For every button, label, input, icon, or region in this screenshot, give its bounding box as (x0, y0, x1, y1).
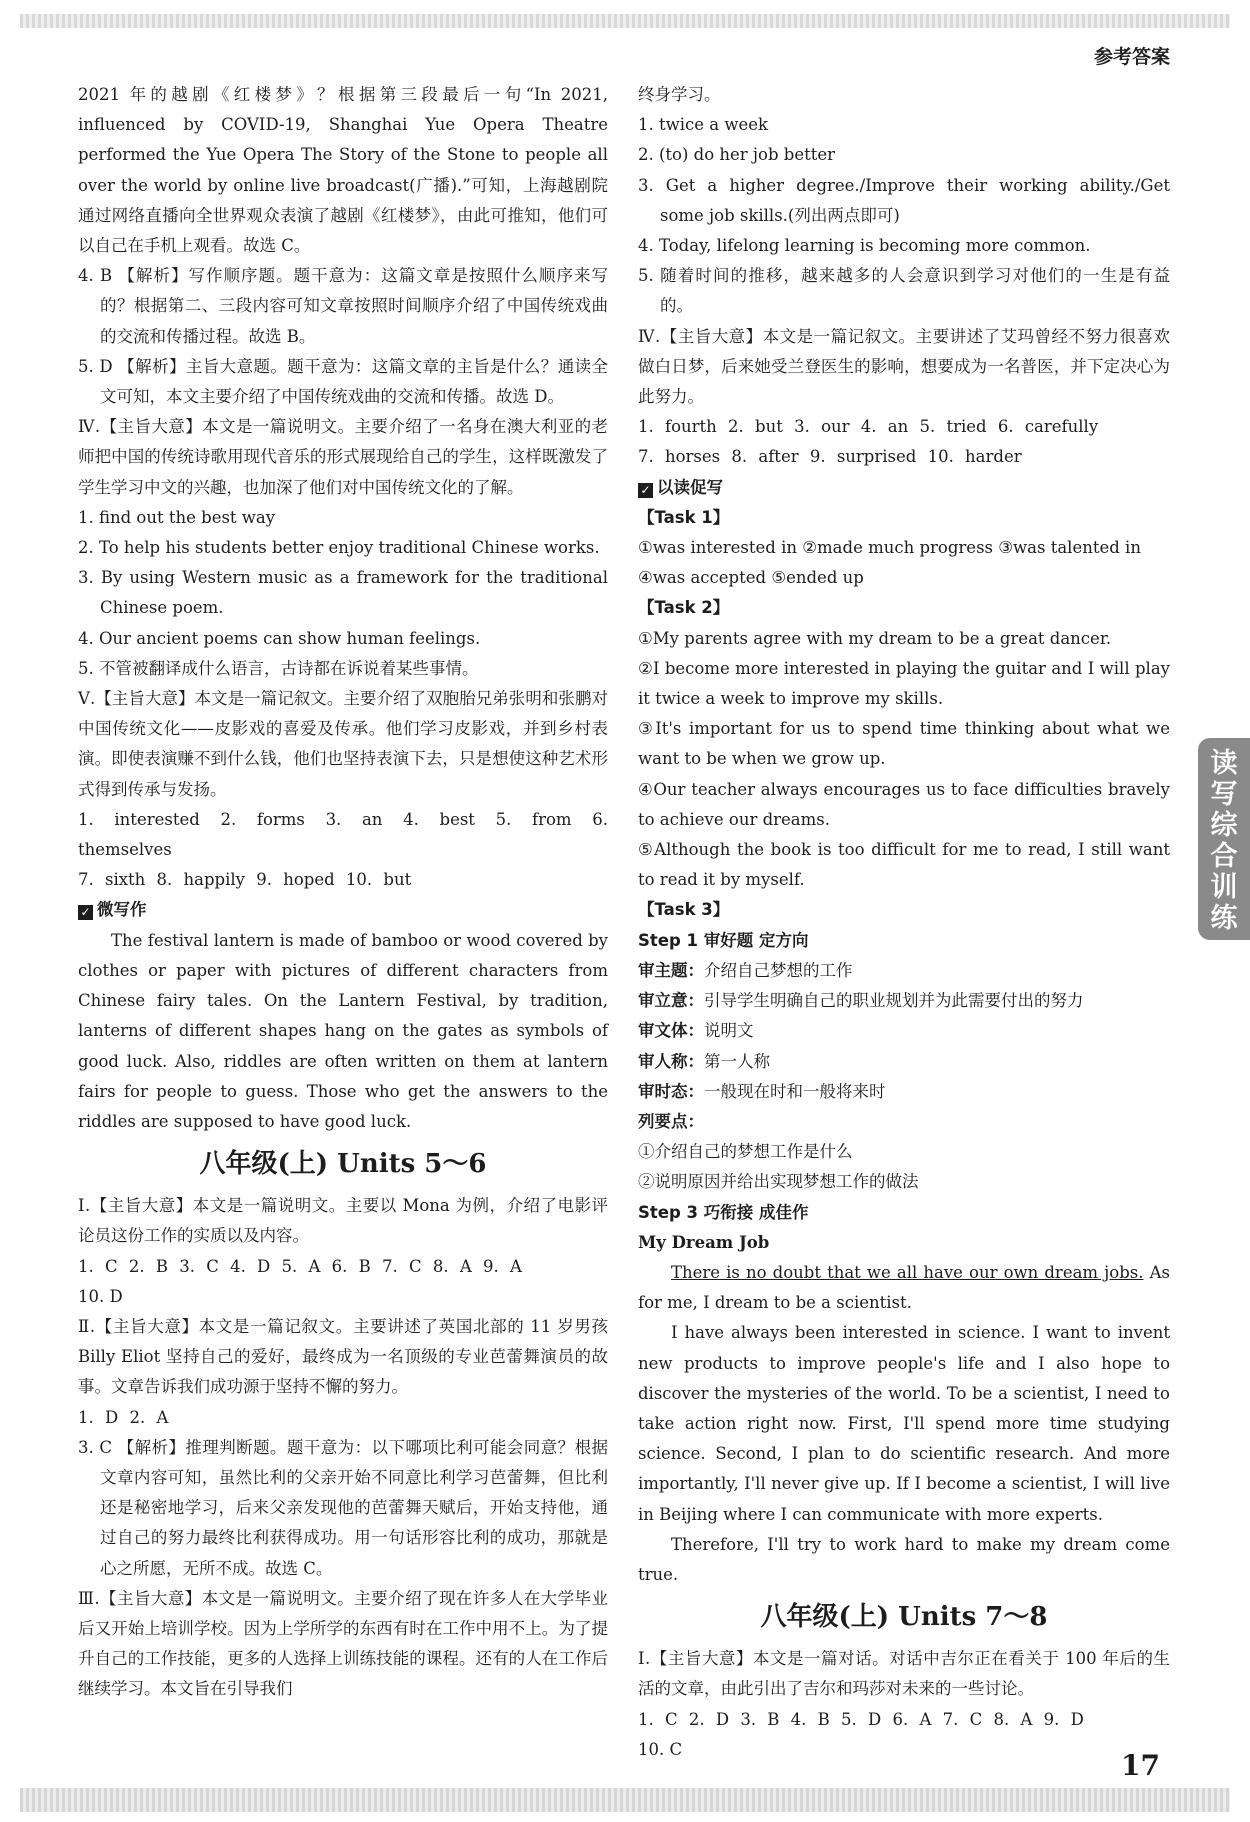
list-item: 4. Our ancient poems can show human feelings. (78, 628, 481, 648)
essay-topic-sentence: There is no doubt that we all have our own dream jobs. (671, 1262, 1144, 1282)
section-5-summary: Ⅴ.【主旨大意】本文是一篇记叙文。主要介绍了双胞胎兄弟张明和张鹏对中国传统文化——皮影戏的喜爱及传承。他们学习皮影戏，并到乡村表演。即使表演赚不到什么钱，他们也坚持表演下去，只是想使这种艺术形式得到传承与发扬。 (78, 689, 608, 799)
task-2-label: 【Task 2】 (638, 598, 730, 618)
micro-writing-title: 微写作 (97, 900, 147, 920)
analysis-value: 第一人称 (704, 1051, 770, 1071)
point-item: ②说明原因并给出实现梦想工作的做法 (638, 1172, 919, 1192)
page-number: 17 (1121, 1749, 1160, 1782)
side-tab-char: 训 (1210, 872, 1238, 903)
analysis-row (638, 986, 1170, 1016)
task-2-item: ④Our teacher always encourages us to face difficulties bravely to achieve our dreams. (638, 779, 1170, 829)
read-write-title: 以读促写 (657, 477, 723, 497)
side-tab (1198, 738, 1250, 940)
points-label: 列要点： (638, 1111, 704, 1131)
units56-section-2-answers: 1. D 2. A (78, 1407, 169, 1427)
list-item: 5. 随着时间的推移，越来越多的人会意识到学习对他们的一生是有益的。 (638, 266, 1170, 316)
side-tab-char: 综 (1210, 810, 1238, 841)
right-section-4-summary: Ⅳ.【主旨大意】本文是一篇记叙文。主要讲述了艾玛曾经不努力很喜欢做白日梦，后来她受兰登医生的影响，想要成为一名普医，并下定决心为此努力。 (638, 326, 1170, 407)
essay-p1-rest: As for me, I dream to be a scientist. (638, 1262, 1170, 1313)
analysis-row (638, 1016, 1170, 1046)
units56-section-2-summary: Ⅱ.【主旨大意】本文是一篇记叙文。主要讲述了英国北部的 11 岁男孩 Billy Eliot 坚持自己的爱好，最终成为一名顶级的专业芭蕾舞演员的故事。文章告诉我们成功源于坚持不懈的努力。 (78, 1316, 608, 1397)
micro-writing-text: The festival lantern is made of bamboo or wood covered by clothes or paper with pictures of different characters from Chinese fairy tales. On the Lantern Festival, by tradition, lanterns of different shapes hang on the gates as symbols of good luck. Also, riddles are often written on them at lantern fairs for people to guess. Those who get the answers to the riddles are supposed to have good luck. (78, 930, 608, 1131)
right-section-4-answers-row-2: 7. horses 8. after 9. surprised 10. harder (638, 447, 1022, 467)
point-item: ①介绍自己的梦想工作是什么 (638, 1142, 853, 1162)
continued-text: 终身学习。 (638, 85, 721, 104)
essay-paragraph-3: Therefore, I'll try to work hard to make my dream come true. (638, 1534, 1170, 1584)
answer-q4: 4. B 【解析】写作顺序题。题干意为：这篇文章是按照什么顺序来写的？根据第二、三段内容可知文章按照时间顺序介绍了中国传统戏曲的交流和传播过程。故选 B。 (78, 266, 608, 346)
units56-section-1-summary: Ⅰ.【主旨大意】本文是一篇说明文。主要以 Mona 为例，介绍了电影评论员这份工作的实质以及内容。 (78, 1196, 608, 1246)
list-item: 2. (to) do her job better (638, 145, 836, 165)
left-column (78, 80, 608, 1705)
task-1-row-2: ④was accepted ⑤ended up (638, 568, 864, 588)
essay-title: My Dream Job (638, 1232, 770, 1252)
task-2-item: ②I become more interested in playing the guitar and I will play it twice a week to improve my skills. (638, 658, 1170, 709)
analysis-key: 审文体： (638, 1021, 704, 1041)
analysis-key: 审主题： (638, 960, 704, 980)
side-tab-char: 合 (1210, 841, 1238, 872)
section-title-units-7-8: 八年级(上) Units 7～8 (760, 1602, 1048, 1633)
checkbox-icon: ✓ (78, 905, 93, 920)
analysis-key: 审立意： (638, 991, 704, 1011)
micro-writing-heading (78, 895, 608, 925)
task-1-label: 【Task 1】 (638, 507, 730, 527)
side-tab-char: 读 (1210, 748, 1238, 779)
list-item: 4. Today, lifelong learning is becoming more common. (638, 236, 1091, 256)
read-write-heading (638, 473, 1170, 503)
list-item: 5. 不管被翻译成什么语言，古诗都在诉说着某些事情。 (78, 658, 479, 678)
step-3-heading: Step 3 巧衔接 成佳作 (638, 1202, 809, 1222)
analysis-key: 审人称： (638, 1051, 704, 1071)
task-2-item: ③It's important for us to spend time thinking about what we want to be when we grow up. (638, 719, 1170, 769)
task-1-row-1: ①was interested in ②made much progress ③was talented in (638, 538, 1141, 558)
analysis-value: 说明文 (704, 1021, 754, 1041)
right-column (638, 80, 1170, 1765)
checkbox-icon: ✓ (638, 483, 653, 498)
side-tab-char: 写 (1210, 779, 1238, 810)
essay-paragraph-2: I have always been interested in science. I want to invent new products to improve people's life and I also hope to discover the mysteries of the world. To be a scientist, I need to take action right now. First, I'll spend more time studying science. Second, I plan to do scientific research. And more importantly, I'll never give up. If I become a scientist, I will live in Beijing where I can communicate with more experts. (638, 1323, 1170, 1524)
analysis-value: 一般现在时和一般将来时 (704, 1081, 886, 1101)
section-title-units-5-6: 八年级(上) Units 5～6 (199, 1149, 487, 1180)
intro-paragraph: 2021 年的越剧《红楼梦》？根据第三段最后一句“In 2021, influenced by COVID-19, Shanghai Yue Opera Theatre performed the Yue Opera The Story of the Stone to people all over the world by online live broadcast(广播).”可知，上海越剧院通过网络直播向全世界观众表演了越剧《红楼梦》，由此可推知，他们可以自己在手机上观看。故选 C。 (78, 85, 608, 256)
units78-section-1-answers-row-1: 1. C 2. D 3. B 4. B 5. D 6. A 7. C 8. A 9. D (638, 1709, 1084, 1729)
list-item: 3. By using Western music as a framework for the traditional Chinese poem. (78, 568, 608, 618)
bottom-decorative-strip (20, 1788, 1230, 1812)
top-decorative-strip (20, 14, 1230, 28)
answer-q5: 5. D 【解析】主旨大意题。题干意为：这篇文章的主旨是什么？通读全文可知，本文主要介绍了中国传统戏曲的交流和传播。故选 D。 (78, 356, 608, 407)
section-5-answers-row-1: 1. interested 2. forms 3. an 4. best 5. from 6. themselves (78, 809, 608, 860)
analysis-row (638, 1077, 1170, 1107)
header-title: 参考答案 (1093, 46, 1170, 68)
list-item: 3. Get a higher degree./Improve their working ability./Get some job skills.(列出两点即可) (638, 175, 1170, 225)
units56-section-3-summary: Ⅲ.【主旨大意】本文是一篇说明文。主要介绍了现在许多人在大学毕业后又开始上培训学校。因为上学所学的东西有时在工作中用不上。为了提升自己的工作技能，更多的人选择上训练技能的课程。还有的人在工作后继续学习。本文旨在引导我们 (78, 1588, 608, 1699)
side-tab-char: 练 (1210, 903, 1238, 934)
list-item: 1. twice a week (638, 115, 769, 135)
list-item: 2. To help his students better enjoy traditional Chinese works. (78, 538, 600, 558)
analysis-value: 引导学生明确自己的职业规划并为此需要付出的努力 (704, 991, 1084, 1011)
right-section-4-answers-row-1: 1. fourth 2. but 3. our 4. an 5. tried 6. carefully (638, 417, 1099, 437)
task-2-item: ①My parents agree with my dream to be a great dancer. (638, 628, 1112, 648)
section-5-answers-row-2: 7. sixth 8. happily 9. hoped 10. but (78, 870, 412, 890)
analysis-row (638, 956, 1170, 986)
units78-section-1-answers-row-2: 10. C (638, 1739, 683, 1759)
analysis-key: 审时态： (638, 1081, 704, 1101)
analysis-row (638, 1047, 1170, 1077)
task-2-item: ⑤Although the book is too difficult for me to read, I still want to read it by myself. (638, 840, 1170, 890)
units78-section-1-summary: Ⅰ.【主旨大意】本文是一篇对话。对话中吉尔正在看关于 100 年后的生活的文章，由此引出了吉尔和玛莎对未来的一些讨论。 (638, 1649, 1170, 1699)
step-1-heading: Step 1 审好题 定方向 (638, 930, 809, 950)
units56-section-1-answers-row-2: 10. D (78, 1286, 123, 1306)
list-item: 1. find out the best way (78, 507, 276, 527)
units56-section-1-answers-row-1: 1. C 2. B 3. C 4. D 5. A 6. B 7. C 8. A 9. A (78, 1256, 522, 1276)
analysis-value: 介绍自己梦想的工作 (704, 960, 853, 980)
task-3-label: 【Task 3】 (638, 900, 730, 920)
essay-paragraph-1 (638, 1258, 1170, 1318)
section-4-summary: Ⅳ.【主旨大意】本文是一篇说明文。主要介绍了一名身在澳大利亚的老师把中国的传统诗歌用现代音乐的形式展现给自己的学生，这样既激发了学生学习中文的兴趣，也加深了他们对中国传统文化的了解。 (78, 417, 608, 497)
units56-section-2-q3: 3. C 【解析】推理判断题。题干意为：以下哪项比利可能会同意？根据文章内容可知，虽然比利的父亲开始不同意比利学习芭蕾舞，但比利还是秘密地学习，后来父亲发现他的芭蕾舞天赋后，开始支持他，通过自己的努力最终比利获得成功。用一句话形容比利的成功，那就是心之所愿，无所不成。故选 C。 (78, 1437, 608, 1578)
